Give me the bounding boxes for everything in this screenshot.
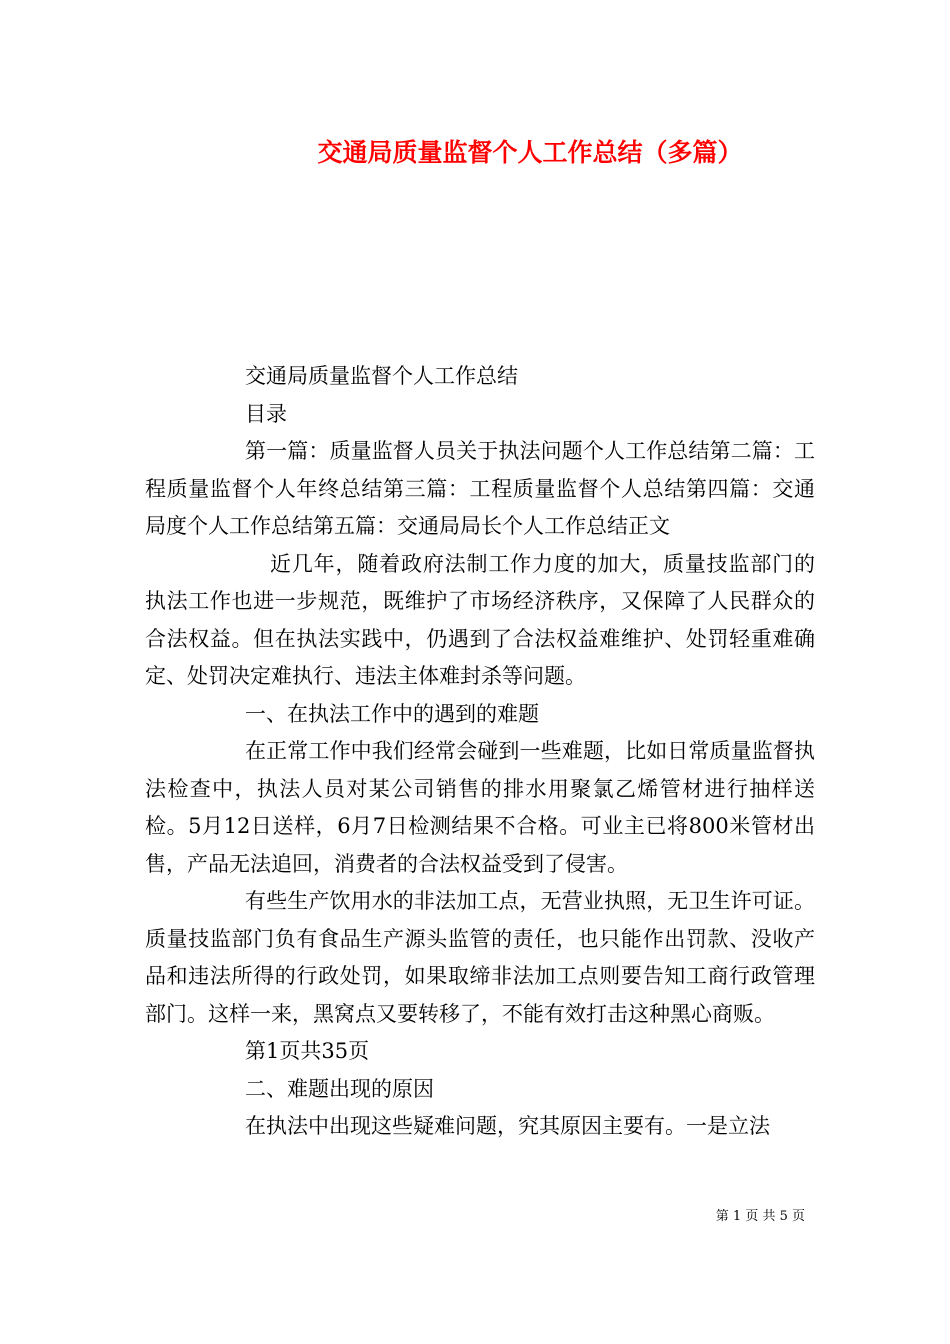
page-footer: 第 1 页 共 5 页 [715,1209,805,1224]
paragraph-section-two: 二、难题出现的原因 [245,1076,434,1101]
paragraph-intro: 近几年，随着政府法制工作力度的加大，质量技监部门的执法工作也进一步规范，既维护了市场经济秩序，又保障了人民群众的合法权益。但在执法实践中，仍遇到了合法权益难维护、处罚轻重难确定、处罚决定难执行、违法主体难封杀等问题。 [145,551,815,688]
paragraph-section-one: 一、在执法工作中的遇到的难题 [245,701,539,726]
paragraph-toc: 第一篇：质量监督人员关于执法问题个人工作总结第二篇：工程质量监督个人年终总结第三篇：工程质量监督个人总结第四篇：交通局度个人工作总结第五篇：交通局局长个人工作总结正文 [145,439,815,538]
paragraph-toc-label: 目录 [245,401,287,426]
document-body [145,358,815,1146]
paragraph-page-count: 第1页共35页 [245,1039,370,1063]
paragraph-example-one: 在正常工作中我们经常会碰到一些难题，比如日常质量监督执法检查中，执法人员对某公司销售的排水用聚氯乙烯管材进行抽样送检。5月12日送样，6月7日检测结果不合格。可业主已将800米管材出售，产品无法追回，消费者的合法权益受到了侵害。 [145,739,815,876]
paragraph-heading: 交通局质量监督个人工作总结 [245,364,518,388]
paragraph-example-two: 有些生产饮用水的非法加工点，无营业执照，无卫生许可证。质量技监部门负有食品生产源头监管的责任，也只能作出罚款、没收产品和违法所得的行政处罚，如果取缔非法加工点则要告知工商行政管理部门。这样一来，黑窝点又要转移了，不能有效打击这种黑心商贩。 [145,889,815,1026]
paragraph-reasons: 在执法中出现这些疑难问题，究其原因主要有。一是立法 [245,1114,770,1138]
document-title: 交通局质量监督个人工作总结（多篇） [317,138,743,167]
